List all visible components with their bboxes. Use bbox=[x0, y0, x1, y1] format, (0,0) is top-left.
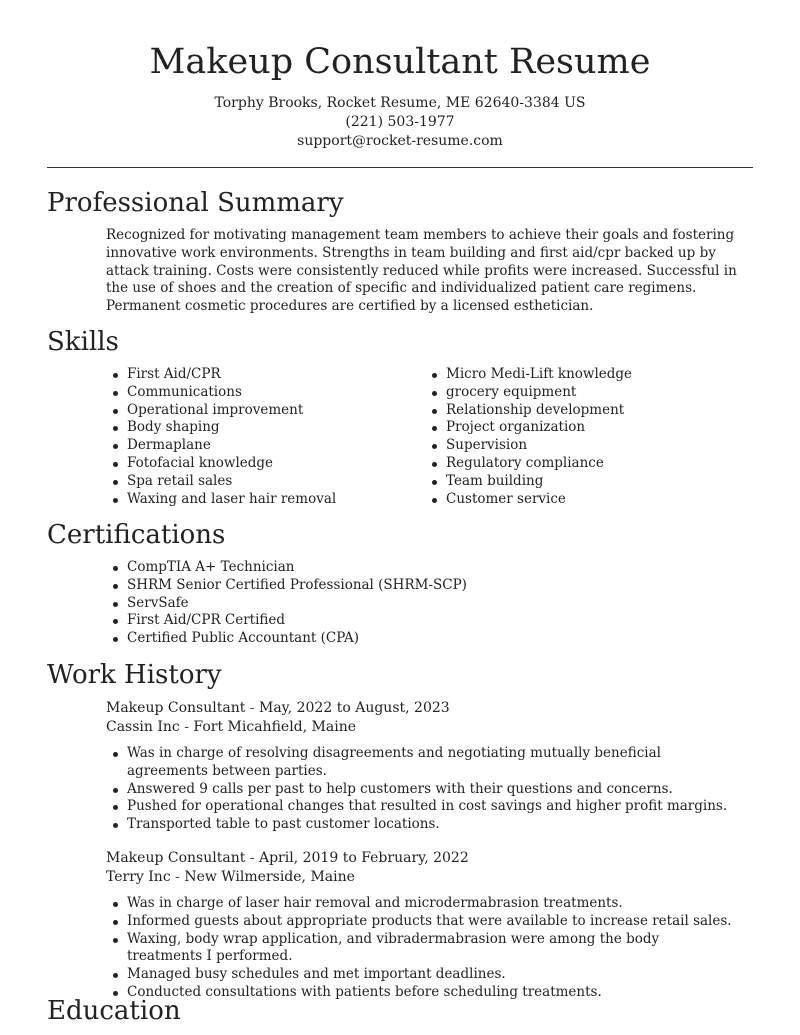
skill-item: Fotofacial knowledge bbox=[106, 455, 336, 473]
job-end-date: August, 2023 bbox=[355, 700, 450, 716]
certification-item: SHRM Senior Certified Professional (SHRM-SCP) bbox=[106, 577, 467, 595]
job-title: Makeup Consultant bbox=[106, 700, 246, 716]
certification-item: Certified Public Accountant (CPA) bbox=[106, 630, 467, 648]
contact-block bbox=[0, 94, 800, 151]
job-company-line bbox=[106, 718, 736, 737]
certification-item: First Aid/CPR Certified bbox=[106, 612, 467, 630]
date-connector: to bbox=[342, 850, 357, 866]
skill-item: Customer service bbox=[425, 491, 632, 509]
skill-item: Operational improvement bbox=[106, 402, 336, 420]
job-title-line bbox=[106, 699, 736, 718]
skill-item: Body shaping bbox=[106, 419, 336, 437]
job-location: Fort Micahfield, Maine bbox=[193, 719, 356, 735]
skill-item: Regulatory compliance bbox=[425, 455, 632, 473]
job-start-date: May, 2022 bbox=[258, 700, 333, 716]
job-company: Terry Inc bbox=[106, 869, 171, 885]
skill-item: Dermaplane bbox=[106, 437, 336, 455]
skills-heading: Skills bbox=[47, 327, 119, 357]
skills-list-right bbox=[425, 366, 632, 508]
certifications-list bbox=[106, 559, 467, 648]
header-divider bbox=[47, 167, 753, 168]
separator: - bbox=[184, 719, 189, 735]
contact-address: Torphy Brooks, Rocket Resume, ME 62640-3384 US bbox=[214, 95, 586, 111]
job-duties-list bbox=[106, 895, 736, 1002]
job-entry bbox=[106, 699, 736, 834]
work-history-heading: Work History bbox=[47, 660, 222, 690]
job-company-line bbox=[106, 868, 736, 887]
job-title: Makeup Consultant bbox=[106, 850, 246, 866]
skill-item: Waxing and laser hair removal bbox=[106, 491, 336, 509]
job-end-date: February, 2022 bbox=[361, 850, 469, 866]
job-duty: Conducted consultations with patients before scheduling treatments. bbox=[106, 984, 736, 1002]
skill-item: Supervision bbox=[425, 437, 632, 455]
job-location: New Wilmerside, Maine bbox=[184, 869, 355, 885]
job-duty: Transported table to past customer locations. bbox=[106, 816, 736, 834]
certification-item: CompTIA A+ Technician bbox=[106, 559, 467, 577]
job-duty: Answered 9 calls per past to help customers with their questions and concerns. bbox=[106, 781, 736, 799]
separator: - bbox=[175, 869, 180, 885]
job-duty: Waxing, body wrap application, and vibradermabrasion were among the body treatments I performed. bbox=[106, 931, 736, 967]
contact-email: support@rocket-resume.com bbox=[297, 133, 503, 149]
job-company: Cassin Inc bbox=[106, 719, 180, 735]
job-duty: Was in charge of laser hair removal and microdermabrasion treatments. bbox=[106, 895, 736, 913]
certification-item: ServSafe bbox=[106, 595, 467, 613]
job-entry bbox=[106, 849, 736, 1002]
job-duty: Was in charge of resolving disagreements and negotiating mutually beneficial agreements between parties. bbox=[106, 745, 736, 781]
skill-item: First Aid/CPR bbox=[106, 366, 336, 384]
separator: - bbox=[249, 700, 255, 716]
job-duty: Informed guests about appropriate products that were available to increase retail sales. bbox=[106, 913, 736, 931]
job-duties-list bbox=[106, 745, 736, 834]
skill-item: Team building bbox=[425, 473, 632, 491]
job-duty: Managed busy schedules and met important deadlines. bbox=[106, 966, 736, 984]
certifications-heading: Certifications bbox=[47, 520, 226, 550]
job-title-line bbox=[106, 849, 736, 868]
separator: - bbox=[249, 850, 255, 866]
job-duty: Pushed for operational changes that resulted in cost savings and higher profit margins. bbox=[106, 798, 736, 816]
skill-item: Spa retail sales bbox=[106, 473, 336, 491]
education-heading: Education bbox=[47, 996, 181, 1026]
skill-item: Micro Medi-Lift knowledge bbox=[425, 366, 632, 384]
resume-title: Makeup Consultant Resume bbox=[149, 42, 651, 82]
job-start-date: April, 2019 bbox=[258, 850, 339, 866]
skill-item: Relationship development bbox=[425, 402, 632, 420]
skill-item: Communications bbox=[106, 384, 336, 402]
date-connector: to bbox=[336, 700, 351, 716]
skills-list-left bbox=[106, 366, 336, 508]
skill-item: grocery equipment bbox=[425, 384, 632, 402]
summary-heading: Professional Summary bbox=[47, 188, 344, 218]
skill-item: Project organization bbox=[425, 419, 632, 437]
summary-text: Recognized for motivating management team members to achieve their goals and fostering innovative work environments. Strengths in team building and first aid/cpr backed up by attack training. Costs were consistently reduced while profits were increased. Successful in the use of shoes and the creation of specific and individualized patient care regimens. Permanent cosmetic procedures are certified by a licensed esthetician. bbox=[106, 227, 737, 315]
contact-phone: (221) 503-1977 bbox=[345, 114, 455, 130]
